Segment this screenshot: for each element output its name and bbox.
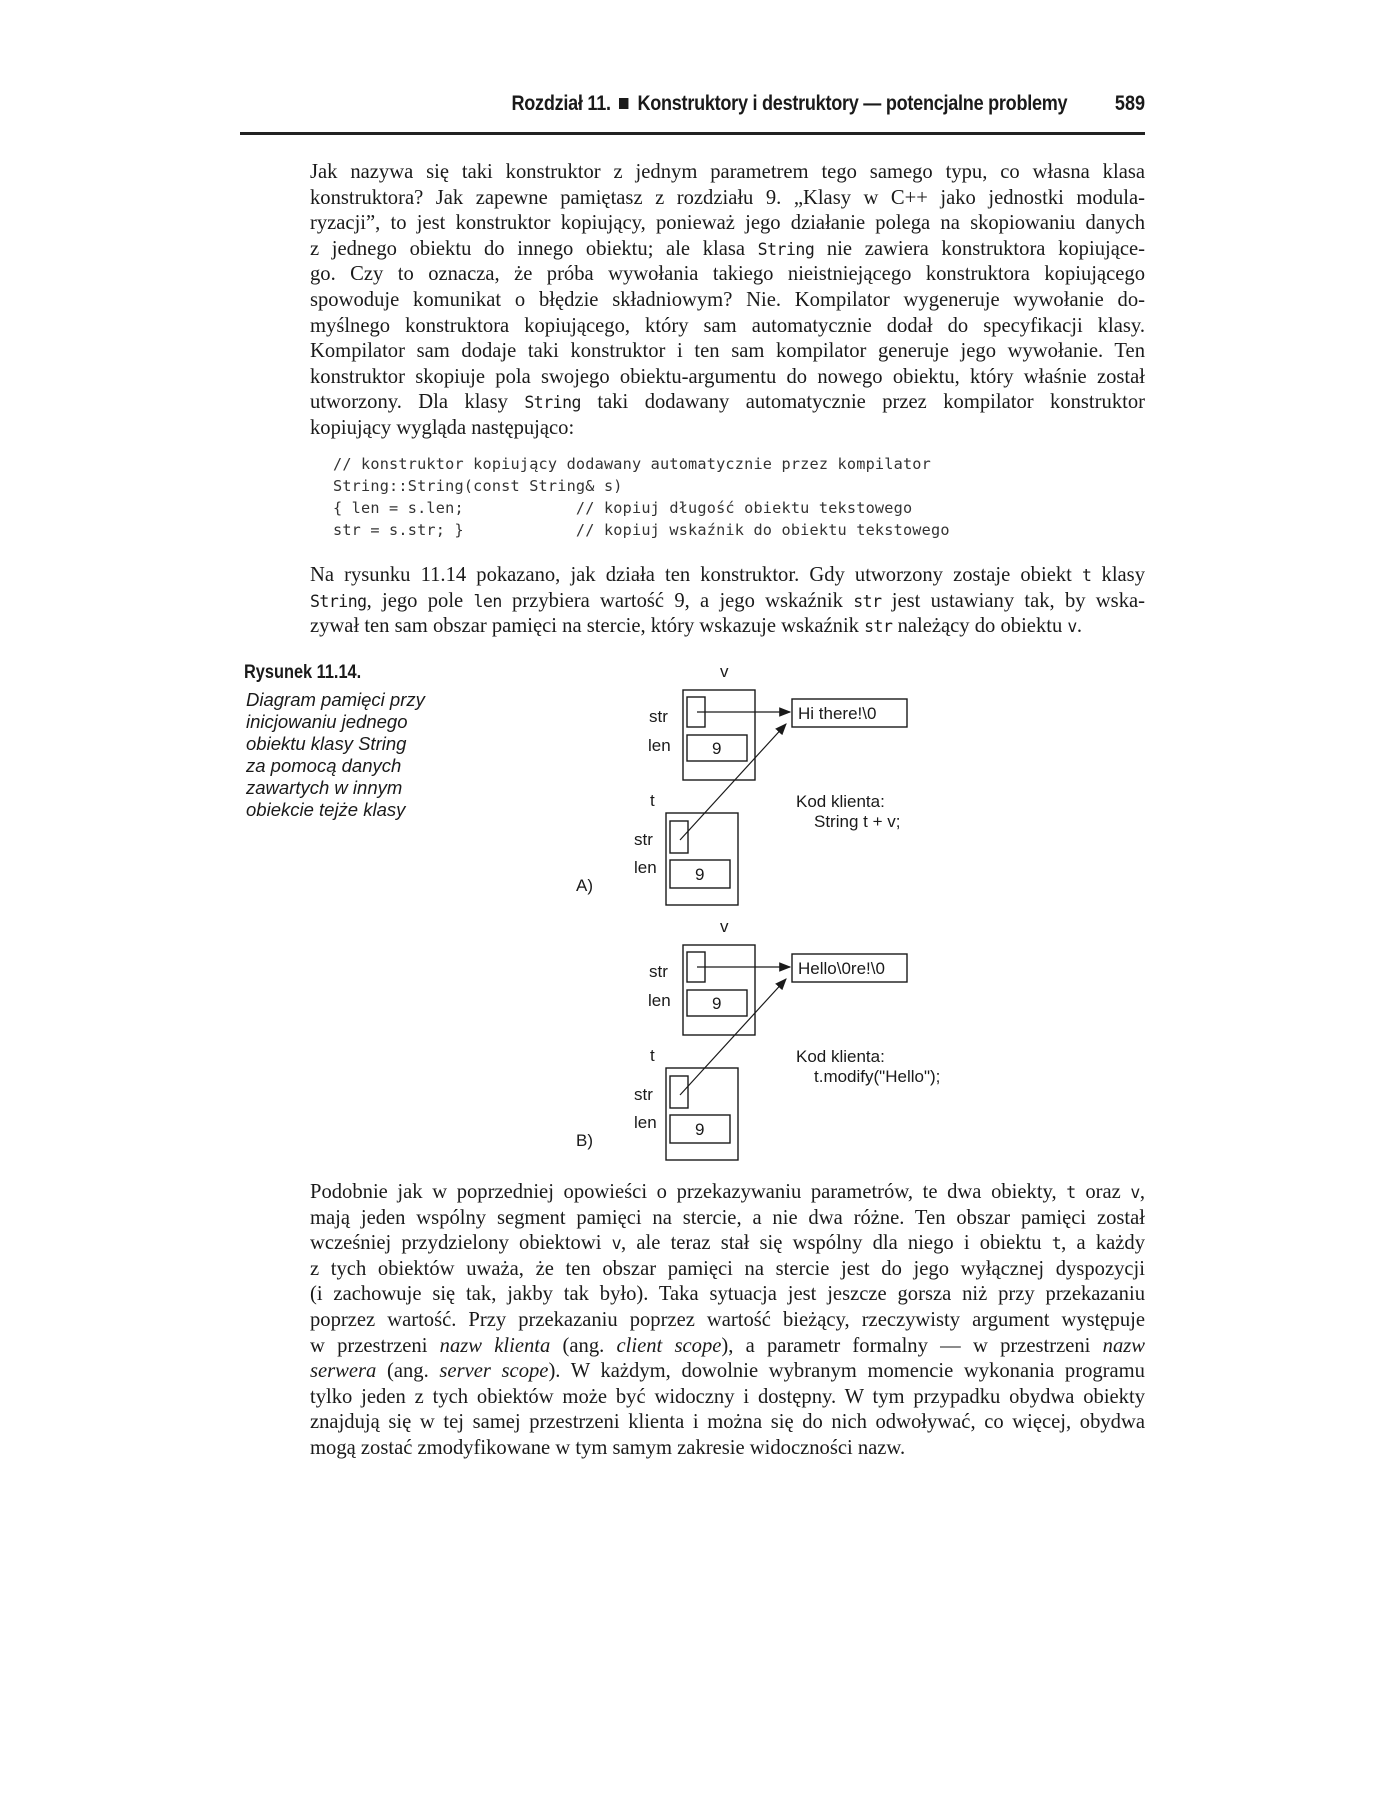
figure-caption: [246, 689, 446, 821]
text-run: ), a parametr formalny — w przestrzeni: [721, 1334, 1103, 1357]
text-line: [310, 1257, 1145, 1283]
v-len-label: len: [648, 991, 671, 1010]
text-run: zywał ten sam obszar pamięci na stercie, który wskazuje wskaźnik: [310, 615, 865, 638]
client-code-label: Kod klienta:: [796, 792, 885, 811]
inline-code: t: [1051, 1234, 1062, 1254]
figure-label: Rysunek 11.14.: [244, 662, 362, 683]
text-run: utworzony. Dla klasy: [310, 391, 525, 414]
text-run: klasy: [1091, 564, 1145, 586]
paragraph-intro: [310, 160, 1145, 442]
text-run: mogą zostać zmodyfikowane w tym samym zakresie widoczności nazw.: [310, 1436, 906, 1459]
text-line: [310, 1282, 1145, 1308]
t-len-value: 9: [695, 1120, 705, 1139]
text-line: [310, 1334, 1145, 1360]
text-run: jest ustawiany tak, by wska-: [881, 589, 1145, 612]
v-object-name: v: [720, 917, 729, 936]
text-line: [310, 1180, 1145, 1206]
text-line: [310, 1359, 1145, 1385]
inline-code: t: [1081, 566, 1092, 585]
v-str-label: str: [649, 707, 668, 726]
text-line: [310, 339, 1145, 365]
memory-diagram: [576, 655, 1020, 1160]
text-run: go. Czy to oznacza, że próba wywołania takiego nieistniejącego konstruktora kopiującego: [310, 263, 1145, 286]
text-line: [310, 314, 1145, 340]
t-len-label: len: [634, 1113, 657, 1132]
inline-code: v: [1130, 1183, 1140, 1202]
italic-term: client scope: [616, 1334, 722, 1357]
code-line: String::String(const String& s): [333, 477, 623, 495]
text-line: [310, 589, 1145, 615]
caption-line: inicjowaniu jednego: [246, 711, 408, 732]
code-line: // konstruktor kopiujący dodawany automatycznie przez kompilator: [333, 455, 931, 473]
v-len-value: 9: [712, 994, 722, 1013]
t-len-value: 9: [695, 865, 705, 884]
text-run: kopiujący wygląda następująco:: [310, 416, 575, 439]
inline-code: String: [310, 591, 367, 611]
v-len-value: 9: [712, 739, 722, 758]
text-run: , jego pole: [366, 589, 474, 612]
heap-string-text: Hi there!\0: [798, 704, 877, 723]
running-header: [240, 92, 1145, 135]
diagram-panel-a: [576, 662, 907, 905]
t-str-field: [670, 1076, 688, 1108]
page-number: 589: [1114, 92, 1145, 115]
paragraph-figure-ref: [310, 563, 1145, 640]
inline-code: v: [1067, 617, 1077, 637]
inline-code: t: [1066, 1183, 1076, 1202]
t-object-name: t: [650, 791, 655, 810]
panel-a-tag: A): [576, 876, 593, 895]
text-run: nie zawiera konstruktora kopiujące-: [814, 237, 1145, 260]
italic-term: nazw: [1102, 1334, 1145, 1357]
text-line: [310, 390, 1145, 416]
text-run: wcześniej przydzielony obiektowi: [310, 1232, 612, 1255]
text-line: [310, 1385, 1145, 1411]
header-chapter-title: Konstruktory i destruktory — potencjalne problemy: [637, 92, 1067, 115]
text-run: ryzacji”, to jest konstruktor kopiujący, ponieważ jego działanie polega na skopiowaniu danych: [310, 212, 1145, 235]
t-str-pointer-arrow: [680, 724, 786, 840]
inline-code: str: [864, 617, 893, 637]
inline-code: len: [473, 591, 502, 611]
client-code-label: Kod klienta:: [796, 1047, 885, 1066]
panel-b-tag: B): [576, 1131, 593, 1150]
text-line: [310, 160, 1145, 186]
text-run: tylko jeden z tych obiektów może być widoczny i dostępny. W tym przypadku obydwa obiekty: [310, 1385, 1145, 1408]
inline-code: String: [524, 393, 581, 413]
caption-line: obiektu klasy String: [246, 733, 407, 754]
caption-line: zawartych w innym: [246, 777, 403, 798]
paragraph-discussion: [310, 1180, 1145, 1462]
inline-code: String: [757, 239, 815, 259]
text-line: [310, 211, 1145, 237]
heap-string-text: Hello\0re!\0: [798, 959, 885, 978]
italic-term: nazw klienta: [439, 1334, 551, 1357]
text-line: [310, 614, 1145, 640]
text-line: [310, 186, 1145, 212]
text-run: (ang.: [550, 1334, 617, 1357]
text-run: poprzez wartość. Przy przekazaniu poprzez wartość bieżący, rzeczywisty argument występuje: [310, 1308, 1145, 1331]
header-title: [511, 92, 1067, 116]
v-str-label: str: [649, 962, 668, 981]
text-run: myślnego konstruktora kopiującego, który sam automatycznie dodał do specyfikacji klasy.: [310, 314, 1145, 337]
text-run: , ale teraz stał się wspólny dla niego i obiektu: [621, 1232, 1052, 1255]
t-object-box: [666, 1068, 738, 1160]
text-run: konstruktor skopiuje pola swojego obiektu-argumentu do nowego obiektu, który właśnie został: [310, 365, 1145, 388]
text-line: [310, 1206, 1145, 1232]
text-run: (i zachowuje się tak, jakby tak było). Taka sytuacja jest jeszcze gorsza niż przy przekazaniu: [310, 1283, 1145, 1306]
diagram-panel-b: [576, 917, 940, 1160]
code-line: { len = s.len; // kopiuj długość obiektu tekstowego: [333, 499, 913, 517]
inline-code: v: [611, 1234, 622, 1254]
code-line: str = s.str; } // kopiuj wskaźnik do obiektu tekstowego: [333, 521, 950, 539]
t-object-name: t: [650, 1046, 655, 1065]
header-chapter: Rozdział 11.: [511, 92, 611, 115]
text-line: [310, 288, 1145, 314]
text-line: [310, 1410, 1145, 1436]
text-line: [310, 262, 1145, 288]
text-line: [310, 237, 1145, 263]
t-str-pointer-arrow: [680, 979, 786, 1095]
text-run: taki dodawany automatycznie przez kompilator konstruktor: [580, 391, 1145, 414]
text-run: ). W każdym, dowolnie wybranym momencie wykonania programu: [548, 1360, 1145, 1383]
text-line: [310, 1308, 1145, 1334]
v-object-name: v: [720, 662, 729, 681]
text-run: w przestrzeni: [310, 1334, 440, 1357]
text-run: ,: [1139, 1181, 1146, 1203]
caption-line: za pomocą danych: [246, 755, 402, 776]
caption-line: Diagram pamięci przy: [246, 689, 425, 710]
square-bullet-icon: [619, 98, 628, 109]
code-listing: [333, 453, 950, 541]
text-run: Na rysunku 11.14 pokazano, jak działa ten konstruktor. Gdy utworzony zostaje obiekt: [310, 564, 1082, 586]
text-run: konstruktora? Jak zapewne pamiętasz z rozdziału 9. „Klasy w C++ jako jednostki modula-: [310, 186, 1145, 209]
text-run: .: [1076, 615, 1083, 638]
caption-line: obiekcie tejże klasy: [246, 799, 406, 820]
v-len-label: len: [648, 736, 671, 755]
t-str-label: str: [634, 830, 653, 849]
text-run: , a każdy: [1061, 1232, 1145, 1255]
text-run: z jednego obiektu do innego obiektu; ale klasa: [310, 237, 758, 260]
italic-term: serwera: [310, 1360, 377, 1383]
text-run: spowoduje komunikat o błędzie składniowym? Nie. Kompilator wygeneruje wywołanie do-: [310, 288, 1145, 311]
text-run: należący do obiektu: [892, 615, 1068, 638]
t-len-label: len: [634, 858, 657, 877]
text-run: z tych obiektów uważa, że ten obszar pamięci na stercie jest do jego wyłącznej dyspozycji: [310, 1257, 1145, 1280]
text-run: przybiera wartość 9, a jego wskaźnik: [501, 589, 854, 612]
text-run: mają jeden wspólny segment pamięci na stercie, a nie dwa różne. Ten obszar pamięci został: [310, 1206, 1145, 1229]
text-line: [310, 1436, 1145, 1462]
text-run: (ang.: [376, 1360, 440, 1383]
text-line: [310, 563, 1145, 589]
text-line: [310, 1231, 1145, 1257]
inline-code: str: [853, 591, 882, 611]
text-run: Kompilator sam dodaje taki konstruktor i ten sam kompilator generuje jego wywołanie. Ten: [310, 340, 1145, 363]
client-code: t.modify("Hello");: [814, 1067, 941, 1086]
text-run: znajdują się w tej samej przestrzeni klienta i można się do nich odwoływać, co więcej, obydwa: [310, 1411, 1145, 1434]
t-object-box: [666, 813, 738, 905]
text-run: Jak nazywa się taki konstruktor z jednym parametrem tego samego typu, co własna klasa: [310, 161, 1145, 183]
text-run: oraz: [1075, 1181, 1131, 1203]
text-line: [310, 416, 1145, 442]
italic-term: server scope: [439, 1360, 549, 1383]
client-code: String t + v;: [814, 812, 901, 831]
t-str-label: str: [634, 1085, 653, 1104]
t-str-field: [670, 821, 688, 853]
text-run: Podobnie jak w poprzedniej opowieści o przekazywaniu parametrów, te dwa obiekty,: [310, 1181, 1067, 1203]
text-line: [310, 365, 1145, 391]
